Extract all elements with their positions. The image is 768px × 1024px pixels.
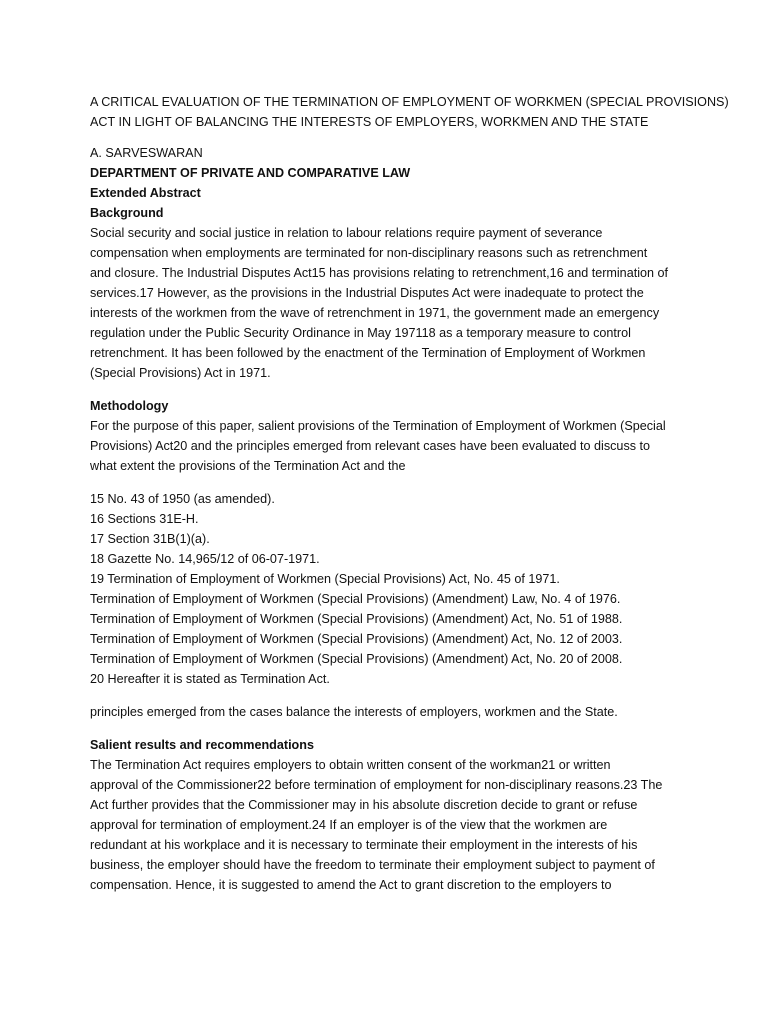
department-name: DEPARTMENT OF PRIVATE AND COMPARATIVE LAW [90,166,411,180]
document-body [90,92,729,895]
text-line: business, the employer should have the freedom to terminate their employment subject to payment of [90,858,655,872]
text-line: services.17 However, as the provisions in the Industrial Disputes Act were inadequate to protect the [90,286,644,300]
text-line: Act further provides that the Commissioner may in his absolute discretion decide to grant or refuse [90,798,638,812]
footnote: 15 No. 43 of 1950 (as amended). [90,492,275,506]
text-line: compensation. Hence, it is suggested to amend the Act to grant discretion to the employers to [90,878,612,892]
footnote: 16 Sections 31E-H. [90,512,199,526]
text-line: For the purpose of this paper, salient provisions of the Termination of Employment of Workmen (Special [90,419,666,433]
text-line: approval of the Commissioner22 before termination of employment for non-disciplinary reasons.23 The [90,778,663,792]
footnotes [90,489,690,689]
text-line: compensation when employments are terminated for non-disciplinary reasons such as retrenchment [90,246,648,260]
methodology-heading: Methodology [90,399,169,413]
text-line: (Special Provisions) Act in 1971. [90,366,271,380]
text-line: interests of the workmen from the wave of retrenchment in 1971, the government made an emergency [90,306,660,320]
text-line: regulation under the Public Security Ordinance in May 197118 as a temporary measure to control [90,326,631,340]
footnote: 17 Section 31B(1)(a). [90,532,210,546]
text-line: redundant at his workplace and it is necessary to terminate their employment in the interests of his [90,838,638,852]
footnote: 18 Gazette No. 14,965/12 of 06-07-1971. [90,552,320,566]
continuation-line: principles emerged from the cases balance the interests of employers, workmen and the State. [90,705,618,719]
results-heading: Salient results and recommendations [90,738,314,752]
footnote: Termination of Employment of Workmen (Special Provisions) (Amendment) Act, No. 51 of 1988. [90,612,623,626]
extended-abstract-heading: Extended Abstract [90,186,201,200]
text-line: retrenchment. It has been followed by the enactment of the Termination of Employment of Workmen [90,346,646,360]
results-paragraph [90,755,690,895]
footnote: Termination of Employment of Workmen (Special Provisions) (Amendment) Act, No. 20 of 2008. [90,652,623,666]
text-line: approval for termination of employment.24 If an employer is of the view that the workmen are [90,818,608,832]
author-name: A. SARVESWARAN [90,146,203,160]
footnote: Termination of Employment of Workmen (Special Provisions) (Amendment) Act, No. 12 of 2003. [90,632,623,646]
paper-title [90,92,729,132]
footnote: Termination of Employment of Workmen (Special Provisions) (Amendment) Law, No. 4 of 1976. [90,592,621,606]
background-paragraph [90,223,690,383]
footnote: 19 Termination of Employment of Workmen (Special Provisions) Act, No. 45 of 1971. [90,572,560,586]
text-line: what extent the provisions of the Termination Act and the [90,459,406,473]
text-line: Social security and social justice in relation to labour relations require payment of severance [90,226,603,240]
title-line: A CRITICAL EVALUATION OF THE TERMINATION OF EMPLOYMENT OF WORKMEN (SPECIAL PROVISIONS) [90,95,729,109]
background-heading: Background [90,206,164,220]
text-line: and closure. The Industrial Disputes Act15 has provisions relating to retrenchment,16 and termination of [90,266,669,280]
methodology-paragraph [90,416,690,476]
text-line: The Termination Act requires employers to obtain written consent of the workman21 or written [90,758,611,772]
text-line: Provisions) Act20 and the principles emerged from relevant cases have been evaluated to discuss to [90,439,651,453]
title-line: ACT IN LIGHT OF BALANCING THE INTERESTS OF EMPLOYERS, WORKMEN AND THE STATE [90,115,649,129]
footnote: 20 Hereafter it is stated as Termination Act. [90,672,330,686]
